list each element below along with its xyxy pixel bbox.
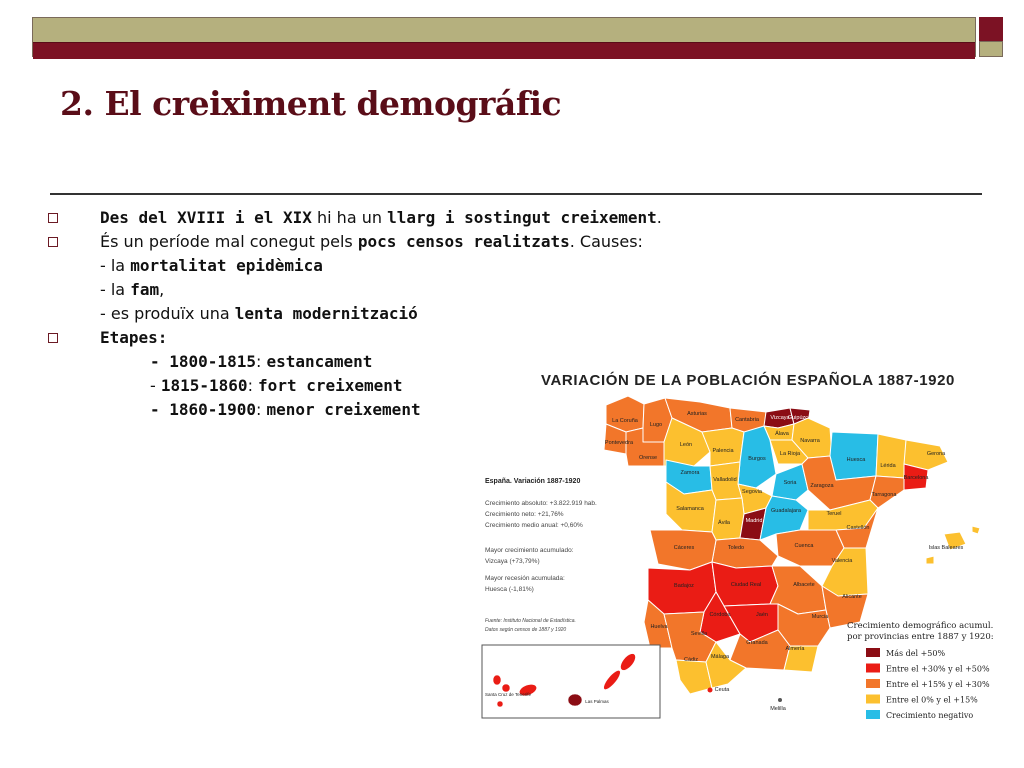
bullet-1 [100, 208, 662, 227]
legend-swatch [866, 664, 880, 673]
province-label: Vizcaya [770, 415, 790, 421]
stats-max-loss-label: Mayor recesión acumulada: [485, 575, 565, 582]
stats-max-loss-value: Huesca (-1,81%) [485, 586, 534, 593]
cause-2-text: - la [100, 280, 131, 299]
province-label: León [679, 442, 693, 448]
province-label: Madrid [745, 518, 763, 524]
province-toledo [712, 538, 778, 568]
bullet-3 [100, 328, 167, 347]
province-label: Guipúzcoa [787, 415, 815, 421]
province-label: Gerona [926, 451, 946, 457]
province-label: Málaga [710, 654, 730, 660]
cause-1 [100, 256, 323, 275]
bullet-square-icon [48, 213, 58, 223]
header-corner-bottom [979, 41, 1003, 57]
province-label: Lugo [649, 422, 663, 428]
cause-3 [100, 304, 418, 323]
province-label: Badajoz [674, 583, 694, 589]
cause-1-bold: mortalitat epidèmica [130, 256, 323, 275]
legend-swatch [866, 710, 880, 719]
stage-2 [150, 376, 403, 395]
header-bar-maroon [33, 42, 975, 59]
header-bar-olive [33, 18, 975, 42]
province-label: Almería [785, 646, 805, 652]
province-label: Navarra [800, 438, 820, 444]
province-label: Huesca [846, 457, 866, 463]
cause-2-punct: , [159, 280, 165, 299]
province-label: Orense [638, 455, 658, 461]
province-label: Guadalajara [771, 508, 801, 514]
province-label: Cantabria [735, 417, 759, 423]
stats-max-growth-value: Vizcaya (+73,79%) [485, 558, 540, 565]
legend-swatch [866, 695, 880, 704]
stats-block [485, 478, 597, 633]
province-label: La Rioja [779, 451, 801, 457]
population-map [470, 390, 1010, 725]
province-label: La Coruña [612, 418, 638, 424]
header-corner-top [979, 17, 1003, 41]
legend-label: Entre el +15% y el +30% [886, 680, 990, 689]
province-label: Asturias [687, 411, 707, 417]
stage-2-label: fort creixement [258, 376, 403, 395]
province-label: Cuenca [794, 543, 814, 549]
province-label: Cádiz [683, 657, 699, 663]
bullet-2-text-a: És un període mal conegut pels [100, 232, 358, 251]
province-label: Zamora [680, 470, 700, 476]
header-bar [32, 17, 976, 57]
stage-1-colon: : [255, 352, 267, 371]
province-label: Barcelona [903, 475, 929, 481]
province-label: Zaragoza [810, 483, 834, 489]
bullet-1-bold-a: Des del XVIII i el XIX [100, 208, 312, 227]
stats-absolute: Crecimiento absoluto: +3.822.919 hab. [485, 500, 597, 507]
legend-title-line2: por provincias entre 1887 y 1920: [847, 632, 994, 642]
bullet-square-icon [48, 237, 58, 247]
stats-annual: Crecimiento medio anual: +0,60% [485, 522, 583, 529]
province-label: Burgos [748, 456, 766, 462]
map-legend [847, 620, 994, 720]
stage-2-years: 1815-1860 [160, 376, 248, 395]
province-baleares-ibiza [926, 556, 934, 564]
bullet-1-text-a: hi ha un [311, 208, 388, 227]
stage-1-label: estancament [266, 352, 373, 371]
slide-title: 2. El creiximent demográfic [60, 84, 562, 123]
province-palencia [702, 428, 744, 466]
province-ceuta-marker [708, 688, 713, 693]
bullet-1-text-b: . [656, 208, 662, 227]
bullet-2-bold: pocs censos realitzats [357, 232, 570, 251]
province-label: Murcia [811, 614, 829, 620]
province-label: Pontevedra [604, 440, 634, 446]
stage-1 [150, 352, 372, 371]
legend-label: Entre el 0% y el +15% [886, 695, 978, 705]
stats-source: Fuente: Instituto Nacional de Estadística. [485, 618, 576, 624]
province-melilla-marker [778, 698, 782, 702]
bullet-2 [100, 232, 643, 251]
map-title: VARIACIÓN DE LA POBLACIÓN ESPAÑOLA 1887-1920 [541, 372, 955, 389]
stats-heading: España. Variación 1887-1920 [485, 478, 581, 485]
province-huesca [830, 432, 878, 480]
cause-1-text: - la [100, 256, 131, 275]
stats-max-growth-label: Mayor crecimiento acumulado: [485, 547, 574, 554]
province-label: Santa Cruz de Tenerife [485, 692, 531, 697]
province-label: Teruel [826, 511, 842, 517]
legend-label: Entre el +30% y el +50% [886, 664, 990, 674]
province-label: Granada [746, 640, 768, 646]
stage-3 [150, 400, 421, 419]
province-label: Castellón [846, 525, 870, 531]
legend-swatch [866, 679, 880, 688]
province-label: Valladolid [713, 477, 737, 483]
province-label: Melilla [770, 706, 786, 712]
cause-3-bold: lenta modernització [234, 304, 418, 323]
province-label: Lérida [880, 463, 896, 469]
bullet-2-text-b: . Causes: [569, 232, 643, 251]
stage-1-years: - 1800-1815 [150, 352, 256, 371]
province-label: Salamanca [676, 506, 704, 512]
province-label: Ceuta [714, 687, 730, 693]
bullet-1-bold-b: llarg i sostingut creixement [387, 208, 657, 227]
province-label: Huelva [650, 624, 668, 630]
title-divider [50, 193, 982, 195]
stats-net: Crecimiento neto: +21,76% [485, 511, 564, 518]
legend-label: Crecimiento negativo [886, 711, 974, 720]
legend-title-line1: Crecimiento demográfico acumul. [847, 621, 994, 631]
province-label: Ciudad Real [730, 582, 762, 588]
province-label: Álava [775, 431, 789, 437]
province-label: Córdoba [709, 612, 731, 618]
bullet-3-bold: Etapes: [100, 328, 168, 347]
province-avila [712, 498, 744, 540]
province-label: Palencia [712, 448, 734, 454]
province-label: Soria [783, 480, 797, 486]
stage-3-years: - 1860-1900 [150, 400, 256, 419]
province-label: Las Palmas [585, 699, 609, 704]
stage-3-label: menor creixement [266, 400, 421, 419]
cause-2-bold: fam [130, 280, 160, 299]
province-label: Valencia [831, 558, 853, 564]
province-baleares-menorca [972, 526, 980, 534]
stage-2-dash: - [150, 376, 161, 395]
cause-2 [100, 280, 164, 299]
legend-label: Más del +50% [886, 649, 946, 658]
bullet-square-icon [48, 333, 58, 343]
province-label: Segovia [742, 489, 762, 495]
cause-3-text: - es produïx una [100, 304, 235, 323]
stage-3-colon: : [255, 400, 267, 419]
header-corner-block [979, 17, 1003, 57]
province-label: Islas Baleares [928, 545, 964, 551]
province-label: Cáceres [673, 545, 695, 551]
province-label: Toledo [727, 545, 745, 551]
province-label: Tarragona [871, 492, 897, 498]
stage-2-colon: : [247, 376, 259, 395]
province-label: Ávila [718, 520, 730, 526]
province-label: Alicante [842, 594, 862, 600]
province-label: Jaén [756, 612, 768, 618]
province-lerida [876, 434, 906, 478]
province-label: Sevilla [690, 631, 708, 637]
province-label: Albacete [793, 582, 815, 588]
stats-source-note: Datos según censos de 1887 y 1920 [485, 627, 567, 633]
legend-swatch [866, 648, 880, 657]
